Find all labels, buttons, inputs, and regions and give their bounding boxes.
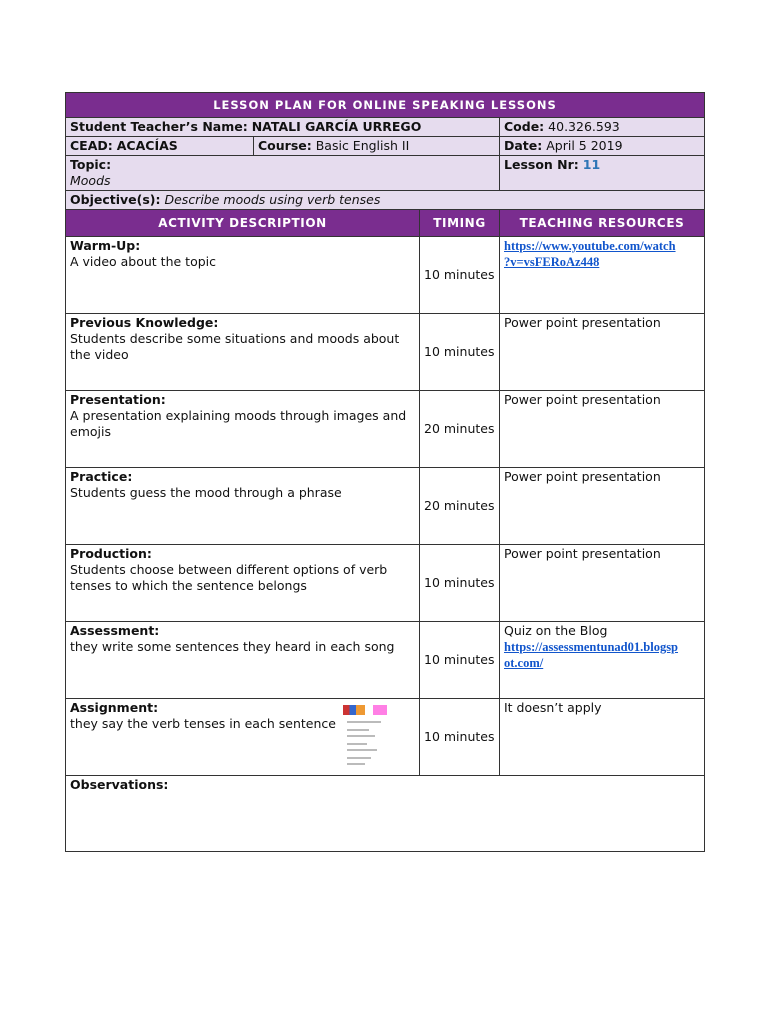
course-cell [254,137,500,156]
cead-value: ACACÍAS [116,138,178,153]
topic-value: Moods [70,173,111,188]
activity-name: Previous Knowledge: [70,315,219,330]
student-teacher-label: Student Teacher’s Name: [70,119,248,134]
cead-cell [66,137,254,156]
lesson-number-value: 11 [582,157,601,172]
lesson-number-cell [500,156,705,191]
activity-resource-cell [500,237,705,314]
lesson-plan-table [65,92,705,852]
activity-description-cell [66,468,420,545]
student-teacher-value: NATALI GARCÍA URREGO [251,119,422,134]
activity-name: Assignment: [70,700,159,715]
activity-timing: 20 minutes [420,468,500,545]
activity-description: Students choose between different options of verb tenses to which the sentence belongs [70,562,388,593]
activity-description: they say the verb tenses in each sentence [70,716,336,731]
activity-row [66,237,705,314]
observations-cell [66,776,705,852]
objective-label: Objective(s): [70,192,161,207]
activity-description-cell [66,237,420,314]
activity-name: Presentation: [70,392,166,407]
observations-label: Observations: [70,777,169,792]
code-label: Code: [504,119,545,134]
student-teacher-cell [66,118,500,137]
date-cell [500,137,705,156]
activity-description-cell [66,314,420,391]
activity-row [66,468,705,545]
code-value: 40.326.593 [548,119,620,134]
activity-description: Students describe some situations and moods about the video [70,331,400,362]
activity-timing: 20 minutes [420,391,500,468]
blog-link-line2[interactable]: ot.com/ [504,656,544,670]
objective-value: Describe moods using verb tenses [164,192,381,207]
activity-row [66,622,705,699]
activity-description: A video about the topic [70,254,216,269]
activity-timing: 10 minutes [420,699,500,776]
youtube-link-line1[interactable]: https://www.youtube.com/watch [504,239,676,253]
activity-resource: It doesn’t apply [500,699,705,776]
activity-description-cell [66,622,420,699]
activity-description: Students guess the mood through a phrase [70,485,342,500]
date-label: Date: [504,138,543,153]
activity-name: Practice: [70,469,133,484]
youtube-link[interactable] [504,238,700,270]
blog-link[interactable] [504,639,700,671]
assignment-thumbnail-image [343,705,391,769]
lesson-number-label: Lesson Nr: [504,157,579,172]
activity-row [66,391,705,468]
objective-cell [66,191,705,210]
lesson-plan-title: LESSON PLAN FOR ONLINE SPEAKING LESSONS [66,93,705,118]
date-value: April 5 2019 [546,138,623,153]
topic-label: Topic: [70,157,112,172]
activity-resource: Quiz on the Blog [504,623,608,638]
cead-label: CEAD: [70,138,113,153]
activity-timing: 10 minutes [420,314,500,391]
activity-row [66,314,705,391]
activity-resource: Power point presentation [500,545,705,622]
activity-resource-cell [500,622,705,699]
activity-name: Warm-Up: [70,238,141,253]
activity-description: A presentation explaining moods through images and emojis [70,408,407,439]
activity-timing: 10 minutes [420,545,500,622]
activity-resource: Power point presentation [500,391,705,468]
activity-description: they write some sentences they heard in each song [70,639,395,654]
activity-description-cell [66,699,420,776]
activity-row [66,545,705,622]
activity-timing: 10 minutes [420,622,500,699]
blog-link-line1[interactable]: https://assessmentunad01.blogsp [504,640,679,654]
activity-description-cell [66,545,420,622]
youtube-link-line2[interactable]: ?v=vsFERoAz448 [504,255,600,269]
course-label: Course: [258,138,312,153]
activity-resource: Power point presentation [500,314,705,391]
column-header-activity: ACTIVITY DESCRIPTION [66,210,420,237]
column-header-timing: TIMING [420,210,500,237]
activity-description-cell [66,391,420,468]
code-cell [500,118,705,137]
activity-name: Assessment: [70,623,160,638]
activity-timing: 10 minutes [420,237,500,314]
activity-name: Production: [70,546,152,561]
column-header-resources: TEACHING RESOURCES [500,210,705,237]
activity-resource: Power point presentation [500,468,705,545]
activity-row [66,699,705,776]
course-value: Basic English II [315,138,410,153]
topic-cell [66,156,500,191]
